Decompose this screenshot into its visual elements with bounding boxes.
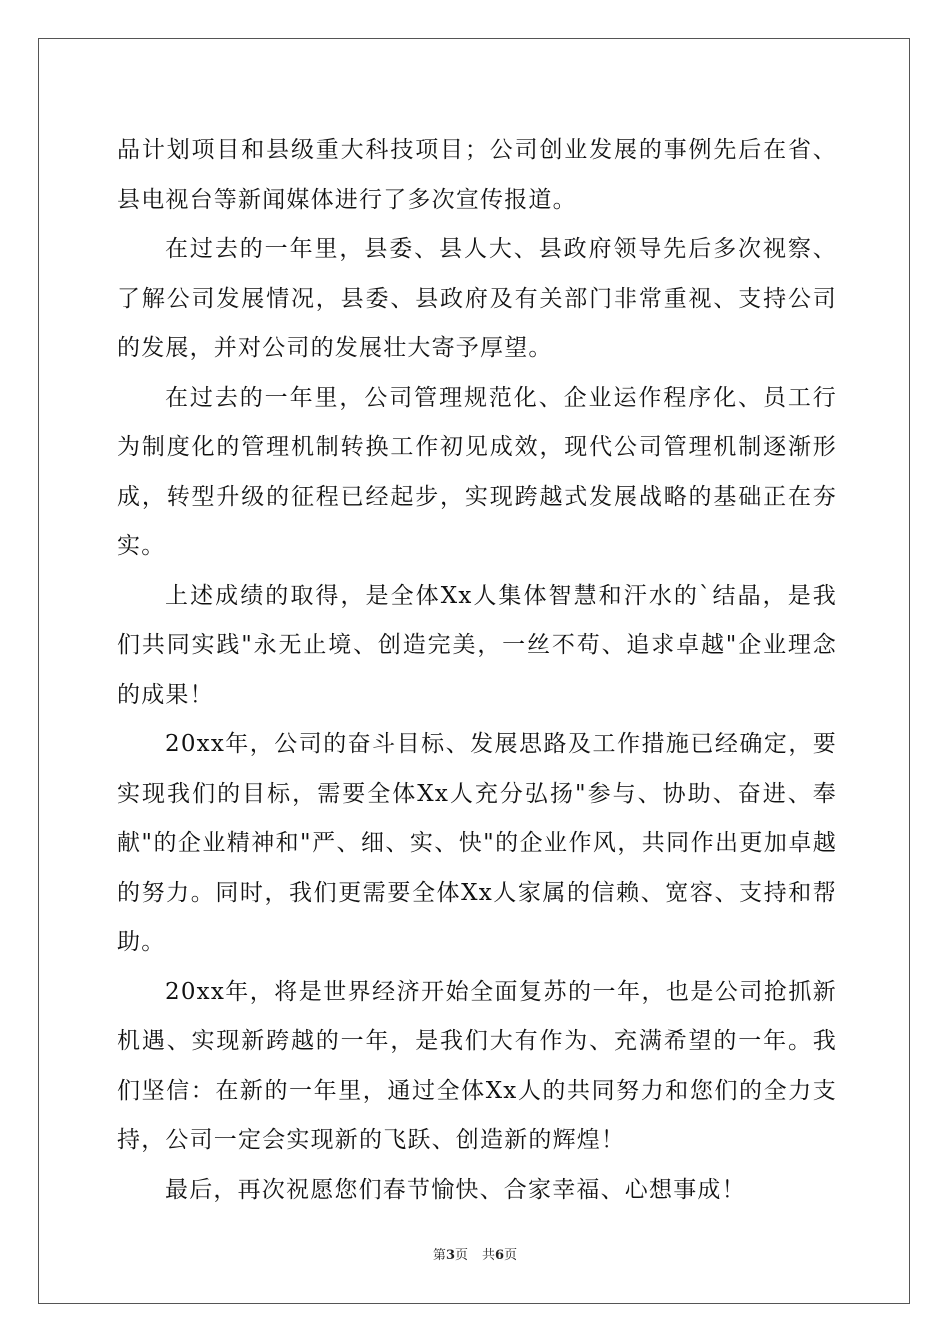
paragraph-6: 20xx年，将是世界经济开始全面复苏的一年，也是公司抢抓新机遇、实现新跨越的一年，是我们大有作为、充满希望的一年。我们坚信：在新的一年里，通过全体Xx人的共同努力和您们的全力支持，公司一定会实现新的飞跃、创造新的辉煌！ xyxy=(117,978,837,1153)
paragraph-5: 20xx年，公司的奋斗目标、发展思路及工作措施已经确定，要实现我们的目标，需要全体Xx人充分弘扬"参与、协助、奋进、奉献"的企业精神和"严、细、实、快"的企业作风，共同作出更加卓越的努力。同时，我们更需要全体Xx人家属的信赖、宽容、支持和帮助。 xyxy=(117,731,837,955)
total-prefix: 共 xyxy=(482,1248,496,1263)
paragraph-3: 在过去的一年里，公司管理规范化、企业运作程序化、员工行为制度化的管理机制转换工作初见成效，现代公司管理机制逐渐形成，转型升级的征程已经起步，实现跨越式发展战略的基础正在夯实。 xyxy=(117,384,837,559)
page-footer xyxy=(0,1247,950,1265)
page-prefix: 第 xyxy=(432,1248,446,1263)
document-body xyxy=(117,126,837,1215)
total-suffix: 页 xyxy=(504,1248,518,1263)
paragraph-7: 最后，再次祝愿您们春节愉快、合家幸福、心想事成！ xyxy=(165,1176,746,1203)
paragraph-4: 上述成绩的取得，是全体Xx人集体智慧和汗水的`结晶，是我们共同实践"永无止境、创造完美，一丝不苟、追求卓越"企业理念的成果！ xyxy=(117,582,837,708)
page-number: 3 xyxy=(445,1248,455,1263)
page-suffix: 页 xyxy=(454,1248,468,1263)
paragraph-2: 在过去的一年里，县委、县人大、县政府领导先后多次视察、了解公司发展情况，县委、县政府及有关部门非常重视、支持公司的发展，并对公司的发展壮大寄予厚望。 xyxy=(117,236,837,361)
total-pages: 6 xyxy=(495,1248,505,1263)
paragraph-1: 品计划项目和县级重大科技项目；公司创业发展的事例先后在省、县电视台等新闻媒体进行了多次宣传报道。 xyxy=(117,137,837,213)
